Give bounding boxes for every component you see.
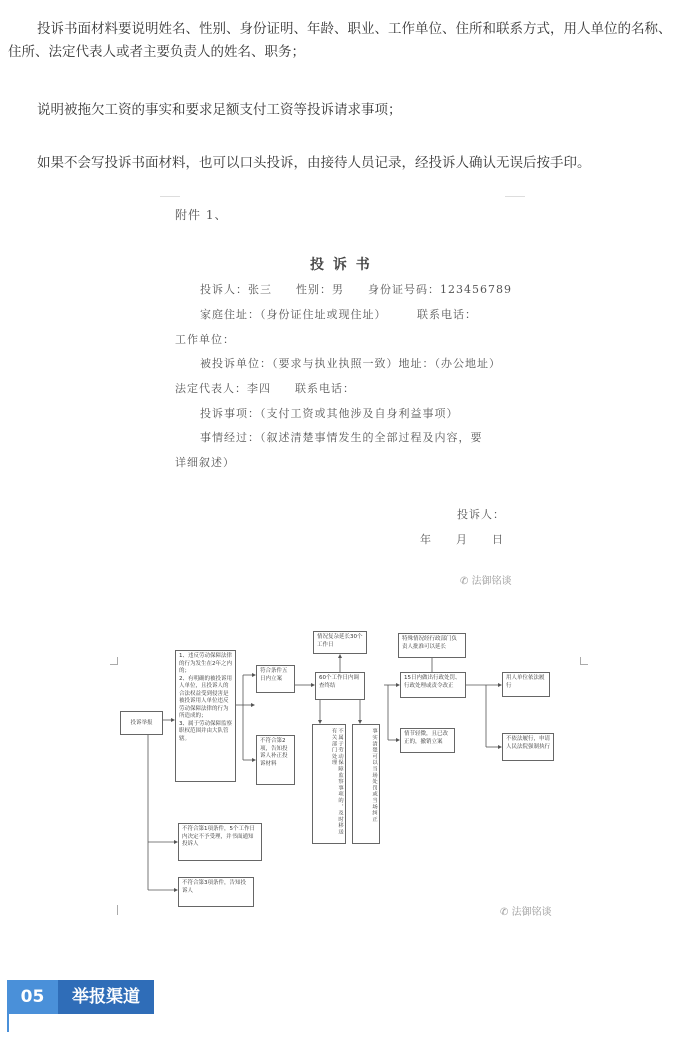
- form-line-employer: 工作单位：: [175, 333, 235, 346]
- form-line-legal-rep: 法定代表人：李四 联系电话：: [175, 382, 355, 395]
- paragraph-unpaid-wages: 说明被拖欠工资的事实和要求足额支付工资等投诉请求事项；: [37, 102, 402, 118]
- section-number: 05: [7, 980, 58, 1014]
- flow-box-start: 投诉举报: [120, 711, 163, 735]
- form-line-complainant: 投诉人：张三 性别：男 身份证号码：123456789: [200, 283, 512, 296]
- flow-box-decision-15: 15日内做出行政处罚、行政处理或责令改正: [400, 672, 466, 698]
- wechat-icon: ✆: [460, 576, 469, 587]
- flow-box-minor: 情节轻微，且已改正的，撤销立案: [400, 728, 455, 753]
- flow-box-not-accept-2: 不符合第2项，告知投诉人补正投诉材料: [256, 735, 295, 785]
- section-accent-line: [7, 1014, 9, 1032]
- flow-box-extend-30: 情况复杂延长30个工作日: [313, 631, 367, 654]
- flow-box-not-comply: 不依法履行，申请人民法院强制执行: [502, 733, 554, 761]
- form-signature: 投诉人：: [457, 508, 505, 521]
- flow-box-conditions: 1、违反劳动保障法律的行为发生在2年之内的； 2、有明确的被投诉用人单位，且投诉人的合法权益受到侵害是被投诉用人单位违反劳动保障法律的行为所造成的； 3、属于劳动保障监察职权范围并由大队管辖。: [175, 650, 236, 782]
- flow-box-special-extend: 特殊情况经行政部门负责人批准可以延长: [398, 633, 466, 658]
- form-watermark: ✆ 法御铭谈: [460, 576, 512, 587]
- paragraph-oral-complaint: 如果不会写投诉书面材料，也可以口头投诉，由接待人员记录，经投诉人确认无误后按手印。: [37, 155, 591, 171]
- flow-box-investigate: 60个工作日内调查终结: [315, 672, 365, 700]
- form-top-mark-right: [505, 196, 525, 197]
- form-line-process: 事情经过：（叙述清楚事情发生的全部过程及内容，要: [200, 431, 483, 444]
- flow-box-accept: 符合条件五日内立案: [256, 665, 295, 693]
- flow-box-not-labor: 不属于劳动保障监察事项的，及时移送有关部门处理: [312, 724, 346, 844]
- form-line-detail: 详细叙述）: [175, 456, 235, 469]
- form-title: 投 诉 书: [310, 257, 372, 273]
- form-attachment-label: 附件 1、: [175, 208, 228, 222]
- wechat-icon: ✆: [500, 907, 509, 918]
- form-date: 年 月 日: [420, 533, 504, 546]
- flow-box-facts-unclear: 事实清楚可以当场处罚或当场纠正: [352, 724, 380, 844]
- complaint-form-image: [160, 196, 530, 594]
- flowchart-corner-mark: [110, 905, 118, 915]
- flowchart-corner-mark: [580, 657, 588, 665]
- complaint-flowchart: [108, 625, 598, 925]
- flow-box-comply: 用人单位依法履行: [502, 672, 550, 697]
- flowchart-watermark: ✆ 法御铭谈: [500, 907, 552, 918]
- flow-box-not-meet-1: 不符合第1项条件，5个工作日内决定不予受理，并书面通知投诉人: [178, 823, 262, 861]
- form-line-respondent: 被投诉单位：（要求与执业执照一致）地址：（办公地址）: [200, 357, 501, 370]
- flowchart-corner-mark: [110, 657, 118, 665]
- form-line-address: 家庭住址：（身份证住址或现住址） 联系电话：: [200, 308, 477, 321]
- section-title: 举报渠道: [58, 980, 154, 1014]
- flow-box-not-meet-3: 不符合第3项条件，告知投诉人: [178, 877, 254, 907]
- paragraph-complaint-content: 投诉书面材料要说明姓名、性别、身份证明、年龄、职业、工作单位、住所和联系方式，用人单位的名称、住所、法定代表人或者主要负责人的姓名、职务；: [8, 21, 672, 60]
- form-top-mark-left: [160, 196, 180, 197]
- form-line-matters: 投诉事项：（支付工资或其他涉及自身利益事项）: [200, 407, 459, 420]
